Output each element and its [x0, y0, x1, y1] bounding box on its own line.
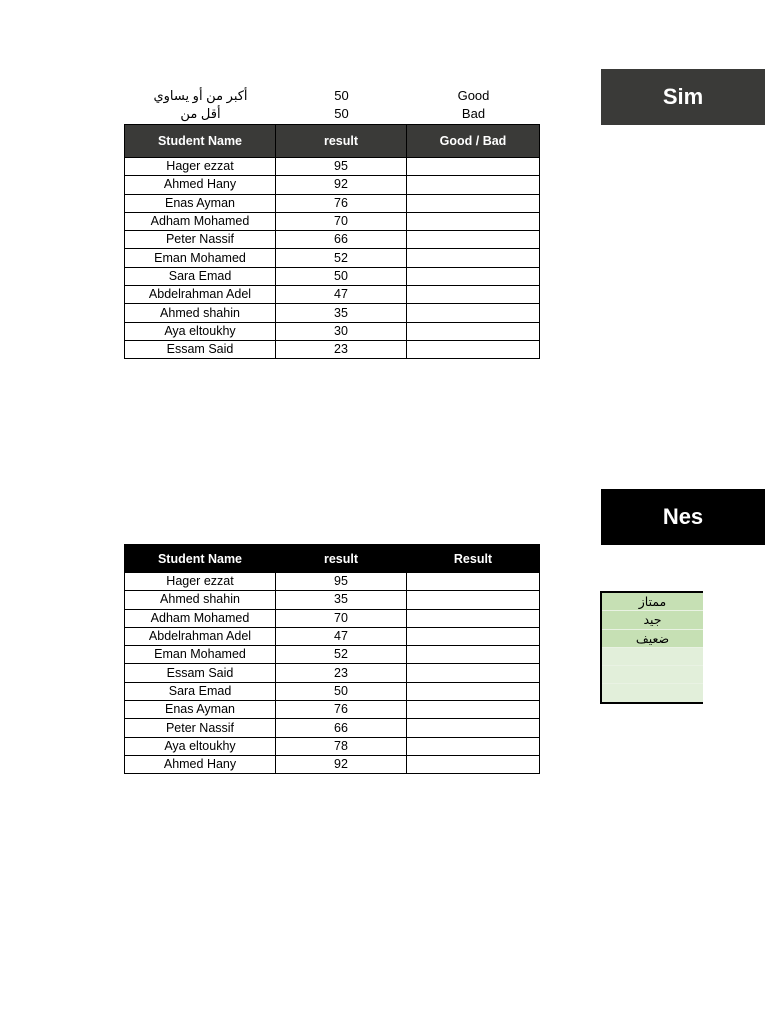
student-name-cell[interactable]: Adham Mohamed	[125, 212, 276, 230]
student-name-cell[interactable]: Hager ezzat	[125, 158, 276, 176]
column-header-good-bad[interactable]: Good / Bad	[407, 125, 540, 158]
table-row	[125, 573, 540, 591]
student-name-cell[interactable]: Sara Emad	[125, 682, 276, 700]
table-row	[125, 701, 540, 719]
result-cell[interactable]: 76	[276, 701, 407, 719]
student-name-cell[interactable]: Eman Mohamed	[125, 249, 276, 267]
table-row	[125, 212, 540, 230]
student-name-cell[interactable]: Adham Mohamed	[125, 609, 276, 627]
grade-cell[interactable]	[407, 737, 540, 755]
grade-cell[interactable]	[407, 664, 540, 682]
column-header-result[interactable]: result	[276, 125, 407, 158]
simple-if-banner: Sim	[601, 69, 765, 125]
grade-cell[interactable]	[407, 194, 540, 212]
result-cell[interactable]: 66	[276, 719, 407, 737]
grade-cell[interactable]	[407, 719, 540, 737]
grade-label-cell[interactable]	[601, 666, 703, 684]
table-row	[125, 755, 540, 773]
table-row	[125, 591, 540, 609]
grade-label-row	[601, 592, 703, 611]
table-header-row	[125, 125, 540, 158]
grade-cell[interactable]	[407, 682, 540, 700]
criteria-outcome: Bad	[461, 106, 486, 121]
grade-label-row	[601, 684, 703, 703]
result-cell[interactable]: 92	[276, 176, 407, 194]
grade-cell[interactable]	[407, 646, 540, 664]
grade-cell[interactable]	[407, 340, 540, 358]
result-cell[interactable]: 50	[276, 267, 407, 285]
table-row	[125, 682, 540, 700]
result-cell[interactable]: 47	[276, 286, 407, 304]
result-cell[interactable]: 23	[276, 664, 407, 682]
table-row	[125, 304, 540, 322]
criteria-value: 50	[334, 88, 349, 103]
grade-cell[interactable]	[407, 249, 540, 267]
student-name-cell[interactable]: Aya eltoukhy	[125, 737, 276, 755]
grade-cell[interactable]	[407, 158, 540, 176]
grade-label-row	[601, 647, 703, 665]
result-cell[interactable]: 30	[276, 322, 407, 340]
table-row	[125, 158, 540, 176]
grade-cell[interactable]	[407, 286, 540, 304]
student-name-cell[interactable]: Ahmed shahin	[125, 304, 276, 322]
table-row	[125, 627, 540, 645]
student-name-cell[interactable]: Enas Ayman	[125, 194, 276, 212]
criteria-label: أكبر من أو يساوي	[153, 88, 248, 103]
result-cell[interactable]: 66	[276, 231, 407, 249]
table-row	[125, 340, 540, 358]
criteria-outcome: Good	[457, 88, 490, 103]
grade-label-row	[601, 611, 703, 629]
grade-label-cell[interactable]: ضعيف	[601, 629, 703, 647]
student-name-cell[interactable]: Ahmed Hany	[125, 176, 276, 194]
student-name-cell[interactable]: Abdelrahman Adel	[125, 627, 276, 645]
student-name-cell[interactable]: Abdelrahman Adel	[125, 286, 276, 304]
table-row	[125, 194, 540, 212]
criteria-value: 50	[334, 106, 349, 121]
nested-if-banner: Nes	[601, 489, 765, 545]
table-header-row	[125, 545, 540, 573]
table-row	[125, 249, 540, 267]
grade-label-cell[interactable]: جيد	[601, 611, 703, 629]
grade-cell[interactable]	[407, 231, 540, 249]
grade-cell[interactable]	[407, 322, 540, 340]
table-row	[125, 664, 540, 682]
student-name-cell[interactable]: Aya eltoukhy	[125, 322, 276, 340]
column-header-result-grade[interactable]: Result	[407, 545, 540, 573]
result-cell[interactable]: 47	[276, 627, 407, 645]
grade-cell[interactable]	[407, 627, 540, 645]
student-name-cell[interactable]: Hager ezzat	[125, 573, 276, 591]
grade-cell[interactable]	[407, 591, 540, 609]
table-row	[125, 737, 540, 755]
grade-cell[interactable]	[407, 304, 540, 322]
criteria-row-1	[125, 87, 540, 105]
grade-cell[interactable]	[407, 267, 540, 285]
student-name-cell[interactable]: Ahmed Hany	[125, 755, 276, 773]
result-cell[interactable]: 70	[276, 212, 407, 230]
criteria-row-2	[125, 105, 540, 123]
result-cell[interactable]: 70	[276, 609, 407, 627]
grade-cell[interactable]	[407, 212, 540, 230]
student-name-cell[interactable]: Peter Nassif	[125, 719, 276, 737]
student-name-cell[interactable]: Eman Mohamed	[125, 646, 276, 664]
table-row	[125, 267, 540, 285]
nested-if-table	[124, 544, 540, 774]
grade-cell[interactable]	[407, 573, 540, 591]
result-cell[interactable]: 78	[276, 737, 407, 755]
student-name-cell[interactable]: Peter Nassif	[125, 231, 276, 249]
grade-cell[interactable]	[407, 755, 540, 773]
grade-label-cell[interactable]	[601, 647, 703, 665]
table-row	[125, 719, 540, 737]
result-cell[interactable]: 95	[276, 158, 407, 176]
student-name-cell[interactable]: Essam Said	[125, 340, 276, 358]
result-cell[interactable]: 92	[276, 755, 407, 773]
grade-label-cell[interactable]: ممتاز	[601, 592, 703, 611]
grade-label-row	[601, 629, 703, 647]
simple-if-table	[124, 124, 540, 359]
column-header-student-name[interactable]: Student Name	[125, 125, 276, 158]
table-row	[125, 286, 540, 304]
result-cell[interactable]: 52	[276, 249, 407, 267]
table-row	[125, 231, 540, 249]
grade-label-row	[601, 666, 703, 684]
result-cell[interactable]: 35	[276, 591, 407, 609]
student-name-cell[interactable]: Essam Said	[125, 664, 276, 682]
result-cell[interactable]: 76	[276, 194, 407, 212]
result-cell[interactable]: 35	[276, 304, 407, 322]
table-body	[125, 158, 540, 359]
result-cell[interactable]: 52	[276, 646, 407, 664]
grade-cell[interactable]	[407, 609, 540, 627]
student-name-cell[interactable]: Sara Emad	[125, 267, 276, 285]
grade-label-cell[interactable]	[601, 684, 703, 703]
result-cell[interactable]: 23	[276, 340, 407, 358]
student-name-cell[interactable]: Ahmed shahin	[125, 591, 276, 609]
column-header-student-name[interactable]: Student Name	[125, 545, 276, 573]
result-cell[interactable]: 95	[276, 573, 407, 591]
grade-cell[interactable]	[407, 176, 540, 194]
column-header-result[interactable]: result	[276, 545, 407, 573]
table-row	[125, 609, 540, 627]
table-row	[125, 646, 540, 664]
grade-cell[interactable]	[407, 701, 540, 719]
table-row	[125, 322, 540, 340]
student-name-cell[interactable]: Enas Ayman	[125, 701, 276, 719]
grade-labels-table	[600, 591, 703, 704]
table-body	[125, 573, 540, 774]
result-cell[interactable]: 50	[276, 682, 407, 700]
table-row	[125, 176, 540, 194]
criteria-label: أقل من	[180, 106, 221, 121]
